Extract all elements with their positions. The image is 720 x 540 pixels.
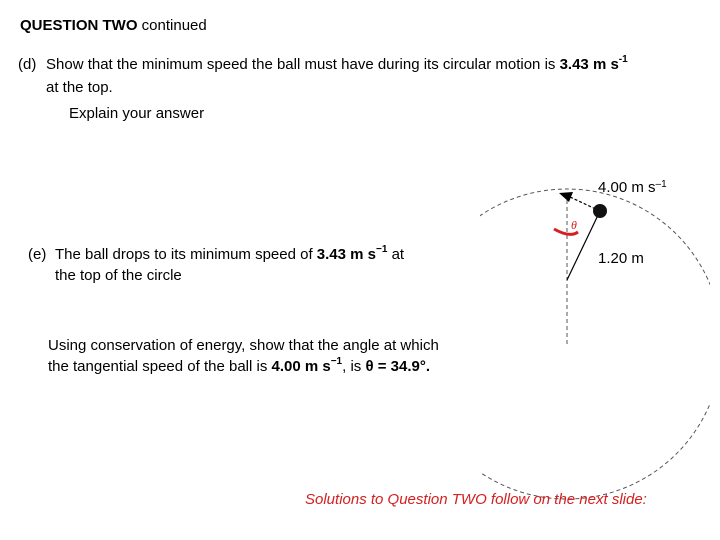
- conservation-angle: θ = 34.9°.: [365, 358, 431, 375]
- part-e-line2: the top of the circle: [55, 267, 182, 284]
- question-heading: [20, 16, 207, 36]
- heading-bold: QUESTION TWO: [20, 17, 138, 34]
- part-e-text: The ball drops to its minimum speed of: [55, 246, 317, 263]
- ball: [593, 204, 607, 218]
- speed-label: [598, 179, 667, 196]
- part-e-label: (e): [28, 246, 47, 263]
- part-d-exponent: -1: [618, 54, 628, 65]
- velocity-arrow-head: [559, 192, 573, 202]
- speed-label-exponent: –1: [655, 179, 667, 190]
- part-d-value: 3.43 m s: [559, 56, 619, 73]
- part-e-line1: [55, 245, 404, 265]
- conservation-speed: 4.00 m s: [271, 358, 331, 375]
- part-e-tail: at: [387, 246, 405, 263]
- part-d-text: Show that the minimum speed the ball must have during its circular motion is: [46, 56, 560, 73]
- conservation-mid: , is: [342, 358, 366, 375]
- conservation-line2: [48, 357, 430, 377]
- part-d-line2: at the top.: [46, 79, 113, 96]
- explain-prompt: Explain your answer: [69, 105, 205, 122]
- part-e-exponent: −1: [376, 244, 388, 255]
- part-d-label: (d): [18, 56, 37, 73]
- heading-rest: continued: [137, 17, 207, 34]
- part-d-line1: [46, 55, 628, 75]
- footer-note: Solutions to Question TWO follow on the next slide:: [305, 491, 647, 508]
- speed-label-value: 4.00 m s: [598, 179, 656, 196]
- circular-motion-diagram: [480, 170, 710, 520]
- conservation-line1: Using conservation of energy, show that the angle at which: [48, 337, 439, 354]
- conservation-exponent: −1: [330, 356, 343, 367]
- conservation-text: the tangential speed of the ball is: [48, 358, 272, 375]
- circular-path: [480, 189, 710, 499]
- angle-symbol: θ: [571, 218, 577, 232]
- radius-label: 1.20 m: [598, 250, 644, 267]
- part-e-value: 3.43 m s: [316, 246, 377, 263]
